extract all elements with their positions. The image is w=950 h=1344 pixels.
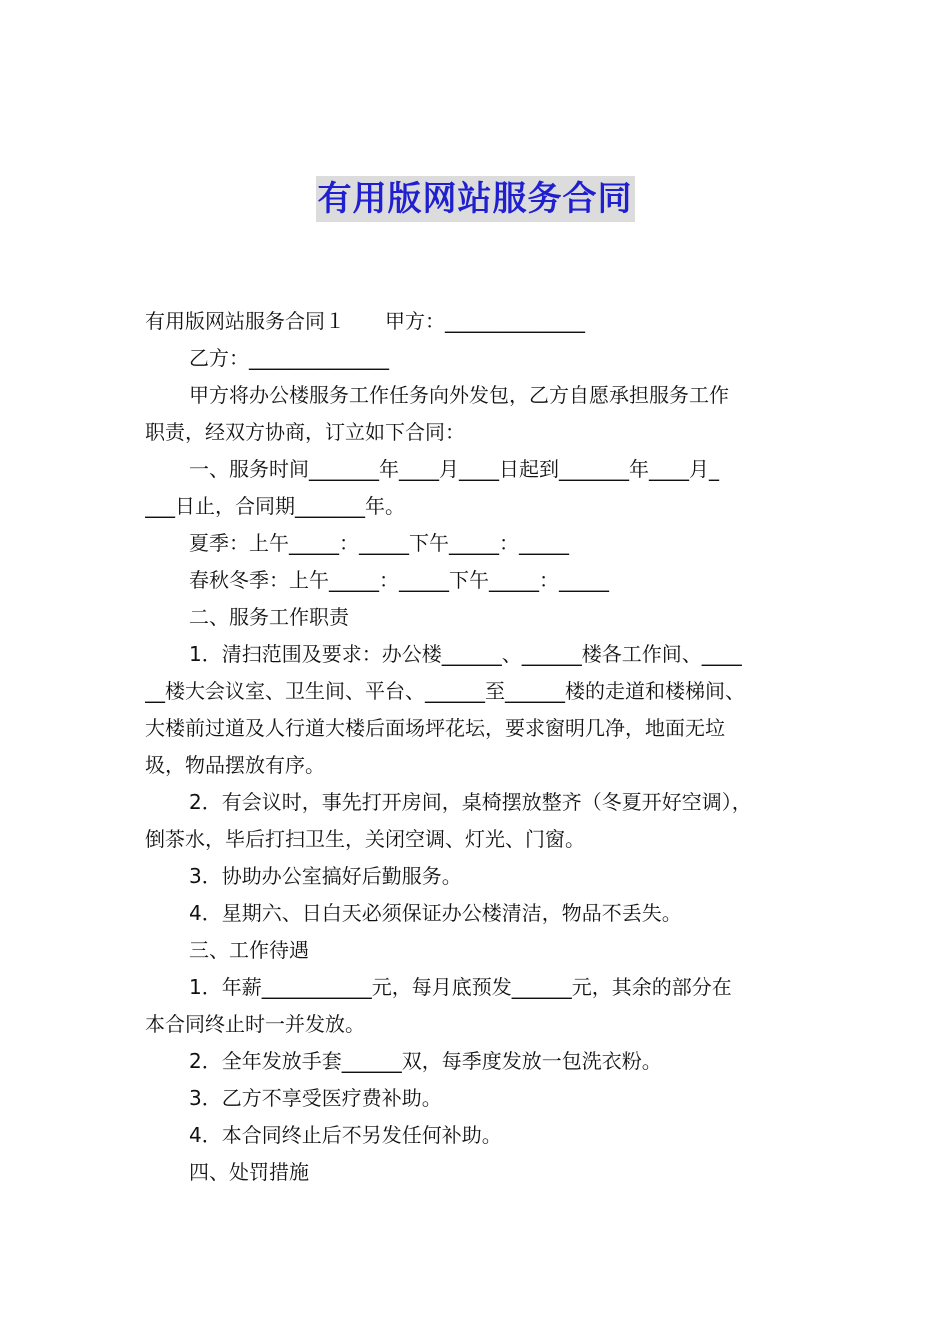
- text-line: 1．年薪___________元，每月底预发______元，其余的部分在: [189, 975, 732, 999]
- text-line: 乙方：______________: [189, 346, 389, 370]
- text-line: 倒茶水，毕后打扫卫生，关闭空调、灯光、门窗。: [145, 827, 585, 851]
- text-line: 一、服务时间_______年____月____日起到_______年____月_: [189, 457, 719, 481]
- section-heading: 二、服务工作职责: [189, 605, 349, 629]
- text-line: 3．协助办公室搞好后勤服务。: [189, 864, 462, 888]
- text-line: 3．乙方不享受医疗费补助。: [189, 1086, 442, 1110]
- text-line: ___日止，合同期_______年。: [145, 494, 405, 518]
- contract-body: [145, 303, 820, 1191]
- text-line: 4．星期六、日白天必须保证办公楼清洁，物品不丢失。: [189, 901, 682, 925]
- text-line: 春秋冬季：上午_____：_____下午_____：_____: [189, 568, 609, 592]
- text-line: 4．本合同终止后不另发任何补助。: [189, 1123, 502, 1147]
- text-line: 本合同终止时一并发放。: [145, 1012, 365, 1036]
- section-heading: 四、处罚措施: [189, 1160, 309, 1184]
- text-line: 职责，经双方协商，订立如下合同：: [145, 420, 465, 444]
- section-heading: 三、工作待遇: [189, 938, 309, 962]
- text-line: 2．有会议时，事先打开房间，桌椅摆放整齐（冬夏开好空调），: [189, 790, 752, 814]
- text-line: __楼大会议室、卫生间、平台、______至______楼的走道和楼梯间、: [145, 679, 745, 703]
- document-title: 有用版网站服务合同: [316, 176, 635, 222]
- title-container: [0, 176, 950, 222]
- text-line: 大楼前过道及人行道大楼后面场坪花坛，要求窗明几净，地面无垃: [145, 716, 725, 740]
- text-line: 圾，物品摆放有序。: [145, 753, 325, 777]
- text-line: 夏季：上午_____：_____下午_____：_____: [189, 531, 569, 555]
- text-line: 甲方将办公楼服务工作任务向外发包，乙方自愿承担服务工作: [189, 383, 729, 407]
- text-line: 有用版网站服务合同１ 甲方：______________: [145, 309, 585, 333]
- text-line: 2．全年发放手套______双，每季度发放一包洗衣粉。: [189, 1049, 662, 1073]
- text-line: 1．清扫范围及要求：办公楼______、______楼各工作间、____: [189, 642, 742, 666]
